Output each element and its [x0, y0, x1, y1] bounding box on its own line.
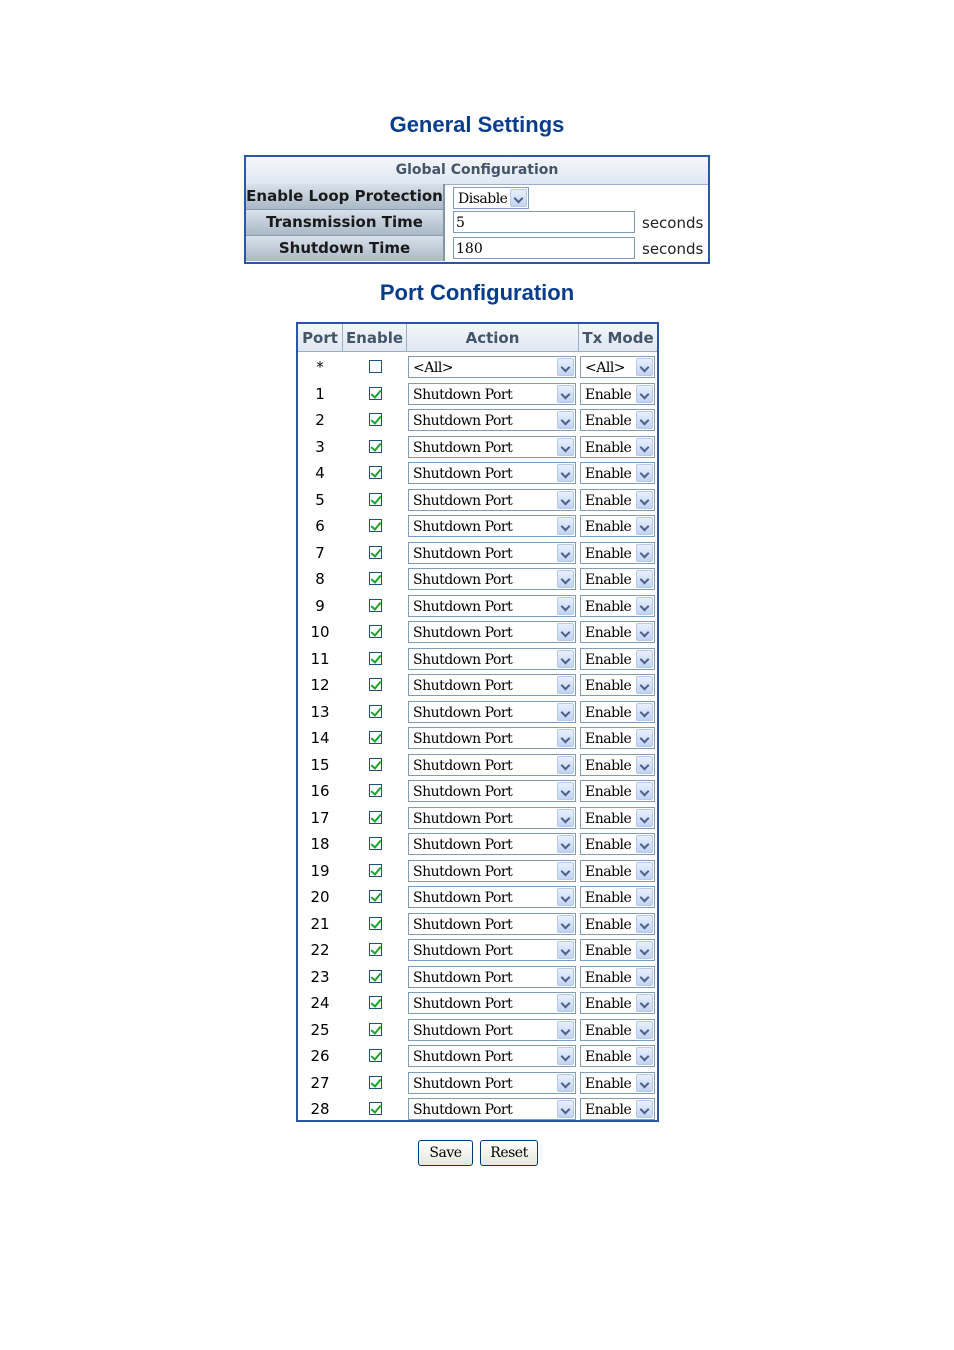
header-action: Action: [407, 324, 579, 352]
port-number: 20: [310, 888, 330, 906]
enable-checkbox[interactable]: [369, 652, 382, 665]
port-row: [298, 910, 657, 937]
transmission-time-input[interactable]: 5: [453, 211, 635, 233]
tx-mode-value: Enable: [585, 757, 632, 774]
port-row: [298, 936, 657, 963]
action-value: Shutdown Port: [413, 757, 513, 774]
tx-mode-value: Enable: [585, 1022, 632, 1039]
action-select[interactable]: [408, 860, 576, 882]
tx-mode-value: Enable: [585, 704, 632, 721]
enable-checkbox[interactable]: [369, 1102, 382, 1115]
tx-mode-select[interactable]: [580, 701, 655, 723]
enable-checkbox[interactable]: [369, 970, 382, 983]
action-value: Shutdown Port: [413, 1022, 513, 1039]
enable-checkbox[interactable]: [369, 413, 382, 426]
action-select[interactable]: [408, 833, 576, 855]
action-select[interactable]: [408, 542, 576, 564]
tx-mode-value: Enable: [585, 519, 632, 535]
action-value: Shutdown Port: [413, 386, 513, 403]
chevron-down-icon[interactable]: [557, 1047, 574, 1065]
port-number: 16: [310, 782, 330, 800]
port-row: [298, 804, 657, 831]
tx-mode-select[interactable]: [580, 966, 655, 988]
header-port: Port: [298, 324, 343, 352]
chevron-down-icon[interactable]: [557, 994, 574, 1012]
transmission-time-row: [246, 210, 708, 236]
action-select[interactable]: [408, 1072, 576, 1094]
port-row: [298, 671, 657, 698]
tx-mode-value: Enable: [585, 1075, 632, 1092]
tx-mode-select[interactable]: [580, 436, 655, 458]
chevron-down-icon[interactable]: [636, 411, 653, 429]
enable-checkbox[interactable]: [369, 784, 382, 797]
tx-mode-select[interactable]: [580, 595, 655, 617]
tx-mode-value: Enable: [585, 863, 632, 880]
shutdown-time-label: Shutdown Time: [246, 236, 445, 261]
action-select[interactable]: [408, 674, 576, 696]
port-row: [298, 698, 657, 725]
port-number: 2: [315, 411, 325, 429]
enable-checkbox[interactable]: [369, 1049, 382, 1062]
port-number: 4: [315, 464, 325, 482]
enable-checkbox[interactable]: [369, 943, 382, 956]
chevron-down-icon[interactable]: [636, 1100, 653, 1118]
chevron-down-icon[interactable]: [510, 189, 527, 207]
tx-mode-select[interactable]: [580, 939, 655, 961]
tx-mode-select[interactable]: [580, 780, 655, 802]
chevron-down-icon[interactable]: [636, 703, 653, 721]
enable-checkbox[interactable]: [369, 890, 382, 903]
chevron-down-icon[interactable]: [557, 1100, 574, 1118]
enable-checkbox[interactable]: [369, 864, 382, 877]
action-value: Shutdown Port: [413, 572, 513, 588]
port-number: 14: [310, 729, 330, 747]
chevron-down-icon[interactable]: [636, 782, 653, 800]
enable-checkbox[interactable]: [369, 493, 382, 506]
chevron-down-icon[interactable]: [636, 835, 653, 853]
action-select[interactable]: [408, 992, 576, 1014]
port-row: [298, 883, 657, 910]
action-value: Shutdown Port: [413, 545, 513, 562]
general-settings-title: General Settings: [389, 112, 565, 137]
chevron-down-icon[interactable]: [557, 358, 574, 376]
chevron-down-icon[interactable]: [557, 464, 574, 482]
tx-mode-select[interactable]: [580, 356, 655, 378]
enable-checkbox[interactable]: [369, 705, 382, 718]
action-value: Shutdown Port: [413, 598, 513, 615]
port-row: [298, 380, 657, 407]
header-enable: Enable: [343, 324, 407, 352]
tx-mode-value: Enable: [585, 837, 632, 853]
enable-checkbox[interactable]: [369, 811, 382, 824]
chevron-down-icon[interactable]: [636, 544, 653, 562]
chevron-down-icon[interactable]: [557, 544, 574, 562]
enable-checkbox[interactable]: [369, 387, 382, 400]
port-row: [298, 618, 657, 645]
port-number: 27: [310, 1073, 330, 1092]
chevron-down-icon[interactable]: [557, 517, 574, 535]
action-select[interactable]: [408, 595, 576, 617]
action-value: Shutdown Port: [413, 810, 513, 827]
port-number: 1: [315, 384, 325, 403]
tx-mode-select[interactable]: [580, 621, 655, 643]
tx-mode-select[interactable]: [580, 409, 655, 431]
action-select[interactable]: [408, 462, 576, 484]
enable-checkbox[interactable]: [369, 996, 382, 1009]
action-select[interactable]: [408, 727, 576, 749]
chevron-down-icon[interactable]: [557, 703, 574, 721]
port-row: [298, 565, 657, 592]
action-select[interactable]: [408, 383, 576, 405]
tx-mode-select[interactable]: [580, 1072, 655, 1094]
port-number: 22: [310, 941, 330, 959]
save-button[interactable]: Save: [418, 1140, 473, 1166]
action-value: Shutdown Port: [413, 678, 513, 694]
action-select[interactable]: [408, 648, 576, 670]
chevron-down-icon[interactable]: [557, 782, 574, 800]
chevron-down-icon[interactable]: [636, 623, 653, 641]
action-value: Shutdown Port: [413, 731, 513, 747]
action-select[interactable]: [408, 409, 576, 431]
chevron-down-icon[interactable]: [636, 1047, 653, 1065]
port-row: [298, 1042, 657, 1069]
action-value: Shutdown Port: [413, 890, 513, 906]
chevron-down-icon[interactable]: [636, 650, 653, 668]
port-row: [298, 645, 657, 672]
action-value: Shutdown Port: [413, 651, 513, 668]
chevron-down-icon[interactable]: [557, 438, 574, 456]
tx-mode-value: Enable: [585, 386, 632, 403]
action-value: Shutdown Port: [413, 1102, 513, 1118]
port-row: [298, 406, 657, 433]
chevron-down-icon[interactable]: [557, 1021, 574, 1039]
action-select[interactable]: [408, 913, 576, 935]
chevron-down-icon[interactable]: [636, 1074, 653, 1092]
tx-mode-value: Enable: [585, 1102, 632, 1118]
port-row: [298, 1095, 657, 1122]
port-row: [298, 459, 657, 486]
tx-mode-select[interactable]: [580, 727, 655, 749]
port-number: 6: [315, 517, 325, 535]
chevron-down-icon[interactable]: [636, 1021, 653, 1039]
chevron-down-icon[interactable]: [557, 676, 574, 694]
enable-checkbox[interactable]: [369, 917, 382, 930]
tx-mode-select[interactable]: [580, 1045, 655, 1067]
chevron-down-icon[interactable]: [557, 1074, 574, 1092]
port-row: [298, 724, 657, 751]
chevron-down-icon[interactable]: [557, 888, 574, 906]
chevron-down-icon[interactable]: [636, 517, 653, 535]
action-select[interactable]: [408, 436, 576, 458]
reset-button[interactable]: Reset: [480, 1140, 538, 1166]
port-row: [298, 963, 657, 990]
header-tx-mode: Tx Mode: [579, 324, 657, 352]
tx-mode-value: Enable: [585, 545, 632, 562]
enable-checkbox[interactable]: [369, 440, 382, 453]
port-number: *: [316, 358, 324, 376]
tx-mode-value: Enable: [585, 731, 632, 747]
tx-mode-value: <All>: [585, 360, 626, 376]
tx-mode-value: Enable: [585, 1049, 632, 1065]
action-select[interactable]: [408, 939, 576, 961]
tx-mode-select[interactable]: [580, 568, 655, 590]
action-select[interactable]: [408, 754, 576, 776]
loop-protection-row: [246, 184, 708, 210]
action-select[interactable]: [408, 568, 576, 590]
tx-mode-select[interactable]: [580, 542, 655, 564]
port-number: 3: [315, 437, 325, 456]
action-select[interactable]: [408, 356, 576, 378]
port-row: [298, 539, 657, 566]
chevron-down-icon[interactable]: [636, 994, 653, 1012]
action-value: Shutdown Port: [413, 439, 513, 456]
tx-mode-select[interactable]: [580, 515, 655, 537]
chevron-down-icon[interactable]: [557, 385, 574, 403]
enable-checkbox[interactable]: [369, 758, 382, 771]
enable-loop-protection-select[interactable]: [453, 187, 529, 209]
tx-mode-value: Enable: [585, 890, 632, 906]
port-number: 24: [310, 994, 330, 1012]
action-value: Shutdown Port: [413, 625, 513, 641]
action-select[interactable]: [408, 1045, 576, 1067]
port-number: 13: [310, 702, 330, 721]
tx-mode-value: Enable: [585, 916, 632, 933]
port-number: 15: [310, 755, 330, 774]
enable-checkbox[interactable]: [369, 678, 382, 691]
action-value: Shutdown Port: [413, 466, 513, 482]
chevron-down-icon[interactable]: [557, 491, 574, 509]
port-number: 28: [310, 1100, 330, 1118]
port-number: 23: [310, 967, 330, 986]
chevron-down-icon[interactable]: [557, 411, 574, 429]
tx-mode-value: Enable: [585, 969, 632, 986]
tx-mode-select[interactable]: [580, 913, 655, 935]
chevron-down-icon[interactable]: [557, 809, 574, 827]
tx-mode-select[interactable]: [580, 833, 655, 855]
enable-checkbox[interactable]: [369, 625, 382, 638]
tx-mode-value: Enable: [585, 625, 632, 641]
action-select[interactable]: [408, 780, 576, 802]
port-number: 7: [315, 543, 325, 562]
chevron-down-icon[interactable]: [557, 968, 574, 986]
chevron-down-icon[interactable]: [557, 597, 574, 615]
action-value: Shutdown Port: [413, 943, 513, 959]
port-row-all: [298, 353, 657, 380]
shutdown-time-row: [246, 236, 708, 262]
chevron-down-icon[interactable]: [636, 464, 653, 482]
select-value: Disable: [458, 191, 508, 207]
chevron-down-icon[interactable]: [557, 729, 574, 747]
action-value: Shutdown Port: [413, 916, 513, 933]
tx-mode-value: Enable: [585, 598, 632, 615]
port-number: 18: [310, 835, 330, 853]
port-number: 9: [315, 596, 325, 615]
enable-checkbox[interactable]: [369, 360, 382, 373]
enable-checkbox[interactable]: [369, 466, 382, 479]
enable-checkbox[interactable]: [369, 599, 382, 612]
chevron-down-icon[interactable]: [636, 570, 653, 588]
chevron-down-icon[interactable]: [557, 915, 574, 933]
enable-checkbox[interactable]: [369, 837, 382, 850]
port-number: 11: [310, 649, 330, 668]
tx-mode-value: Enable: [585, 678, 632, 694]
chevron-down-icon[interactable]: [557, 862, 574, 880]
action-value: Shutdown Port: [413, 1075, 513, 1092]
tx-mode-select[interactable]: [580, 462, 655, 484]
tx-mode-select[interactable]: [580, 1098, 655, 1120]
tx-mode-select[interactable]: [580, 383, 655, 405]
port-number: 12: [310, 676, 330, 694]
transmission-time-unit: seconds: [642, 214, 704, 232]
tx-mode-value: Enable: [585, 439, 632, 456]
tx-mode-select[interactable]: [580, 886, 655, 908]
action-value: Shutdown Port: [413, 1049, 513, 1065]
tx-mode-select[interactable]: [580, 754, 655, 776]
enable-loop-protection-label: Enable Loop Protection: [246, 184, 445, 210]
port-row: [298, 830, 657, 857]
port-number: 8: [315, 570, 325, 588]
chevron-down-icon[interactable]: [636, 729, 653, 747]
enable-checkbox[interactable]: [369, 1023, 382, 1036]
chevron-down-icon[interactable]: [636, 385, 653, 403]
chevron-down-icon[interactable]: [636, 968, 653, 986]
port-configuration-title: Port Configuration: [379, 280, 575, 305]
tx-mode-value: Enable: [585, 413, 632, 429]
shutdown-time-unit: seconds: [642, 240, 704, 258]
chevron-down-icon[interactable]: [636, 491, 653, 509]
tx-mode-select[interactable]: [580, 648, 655, 670]
global-configuration-caption: Global Configuration: [246, 157, 708, 185]
tx-mode-value: Enable: [585, 651, 632, 668]
enable-checkbox[interactable]: [369, 546, 382, 559]
port-row: [298, 433, 657, 460]
chevron-down-icon[interactable]: [557, 756, 574, 774]
action-value: Shutdown Port: [413, 704, 513, 721]
tx-mode-value: Enable: [585, 572, 632, 588]
chevron-down-icon[interactable]: [557, 623, 574, 641]
enable-checkbox[interactable]: [369, 572, 382, 585]
port-number: 25: [310, 1020, 330, 1039]
port-row: [298, 989, 657, 1016]
shutdown-time-input[interactable]: 180: [453, 237, 635, 259]
port-number: 10: [310, 623, 330, 641]
port-row: [298, 592, 657, 619]
chevron-down-icon[interactable]: [636, 676, 653, 694]
chevron-down-icon[interactable]: [636, 756, 653, 774]
tx-mode-value: Enable: [585, 996, 632, 1012]
action-value: Shutdown Port: [413, 837, 513, 853]
action-select[interactable]: [408, 701, 576, 723]
port-number: 19: [310, 861, 330, 880]
tx-mode-value: Enable: [585, 784, 632, 800]
tx-mode-select[interactable]: [580, 489, 655, 511]
chevron-down-icon[interactable]: [636, 888, 653, 906]
port-row: [298, 1069, 657, 1096]
port-number: 26: [310, 1047, 330, 1065]
action-value: Shutdown Port: [413, 996, 513, 1012]
enable-checkbox[interactable]: [369, 731, 382, 744]
enable-checkbox[interactable]: [369, 1076, 382, 1089]
tx-mode-value: Enable: [585, 466, 632, 482]
chevron-down-icon[interactable]: [636, 358, 653, 376]
action-value: Shutdown Port: [413, 784, 513, 800]
port-row: [298, 486, 657, 513]
chevron-down-icon[interactable]: [557, 570, 574, 588]
action-select[interactable]: [408, 1098, 576, 1120]
action-value: Shutdown Port: [413, 519, 513, 535]
action-value: <All>: [413, 360, 454, 376]
action-select[interactable]: [408, 621, 576, 643]
port-row: [298, 1016, 657, 1043]
chevron-down-icon[interactable]: [636, 809, 653, 827]
chevron-down-icon[interactable]: [636, 438, 653, 456]
port-row: [298, 777, 657, 804]
tx-mode-select[interactable]: [580, 807, 655, 829]
chevron-down-icon[interactable]: [636, 597, 653, 615]
global-configuration-table: [244, 155, 710, 264]
port-row: [298, 751, 657, 778]
port-number: 5: [315, 490, 325, 509]
chevron-down-icon[interactable]: [636, 915, 653, 933]
tx-mode-value: Enable: [585, 492, 632, 509]
chevron-down-icon[interactable]: [636, 862, 653, 880]
port-number: 17: [310, 808, 330, 827]
action-value: Shutdown Port: [413, 413, 513, 429]
chevron-down-icon[interactable]: [557, 650, 574, 668]
chevron-down-icon[interactable]: [636, 941, 653, 959]
port-row: [298, 857, 657, 884]
action-select[interactable]: [408, 886, 576, 908]
port-row: [298, 512, 657, 539]
action-value: Shutdown Port: [413, 969, 513, 986]
action-value: Shutdown Port: [413, 492, 513, 509]
action-select[interactable]: [408, 1019, 576, 1041]
port-number: 21: [310, 914, 330, 933]
tx-mode-select[interactable]: [580, 860, 655, 882]
tx-mode-select[interactable]: [580, 1019, 655, 1041]
enable-checkbox[interactable]: [369, 519, 382, 532]
transmission-time-label: Transmission Time: [246, 210, 445, 236]
action-select[interactable]: [408, 489, 576, 511]
tx-mode-value: Enable: [585, 810, 632, 827]
tx-mode-select[interactable]: [580, 674, 655, 696]
chevron-down-icon[interactable]: [557, 941, 574, 959]
port-configuration-table: [296, 322, 659, 1122]
chevron-down-icon[interactable]: [557, 835, 574, 853]
action-select[interactable]: [408, 515, 576, 537]
tx-mode-value: Enable: [585, 943, 632, 959]
action-select[interactable]: [408, 807, 576, 829]
action-select[interactable]: [408, 966, 576, 988]
action-value: Shutdown Port: [413, 863, 513, 880]
tx-mode-select[interactable]: [580, 992, 655, 1014]
